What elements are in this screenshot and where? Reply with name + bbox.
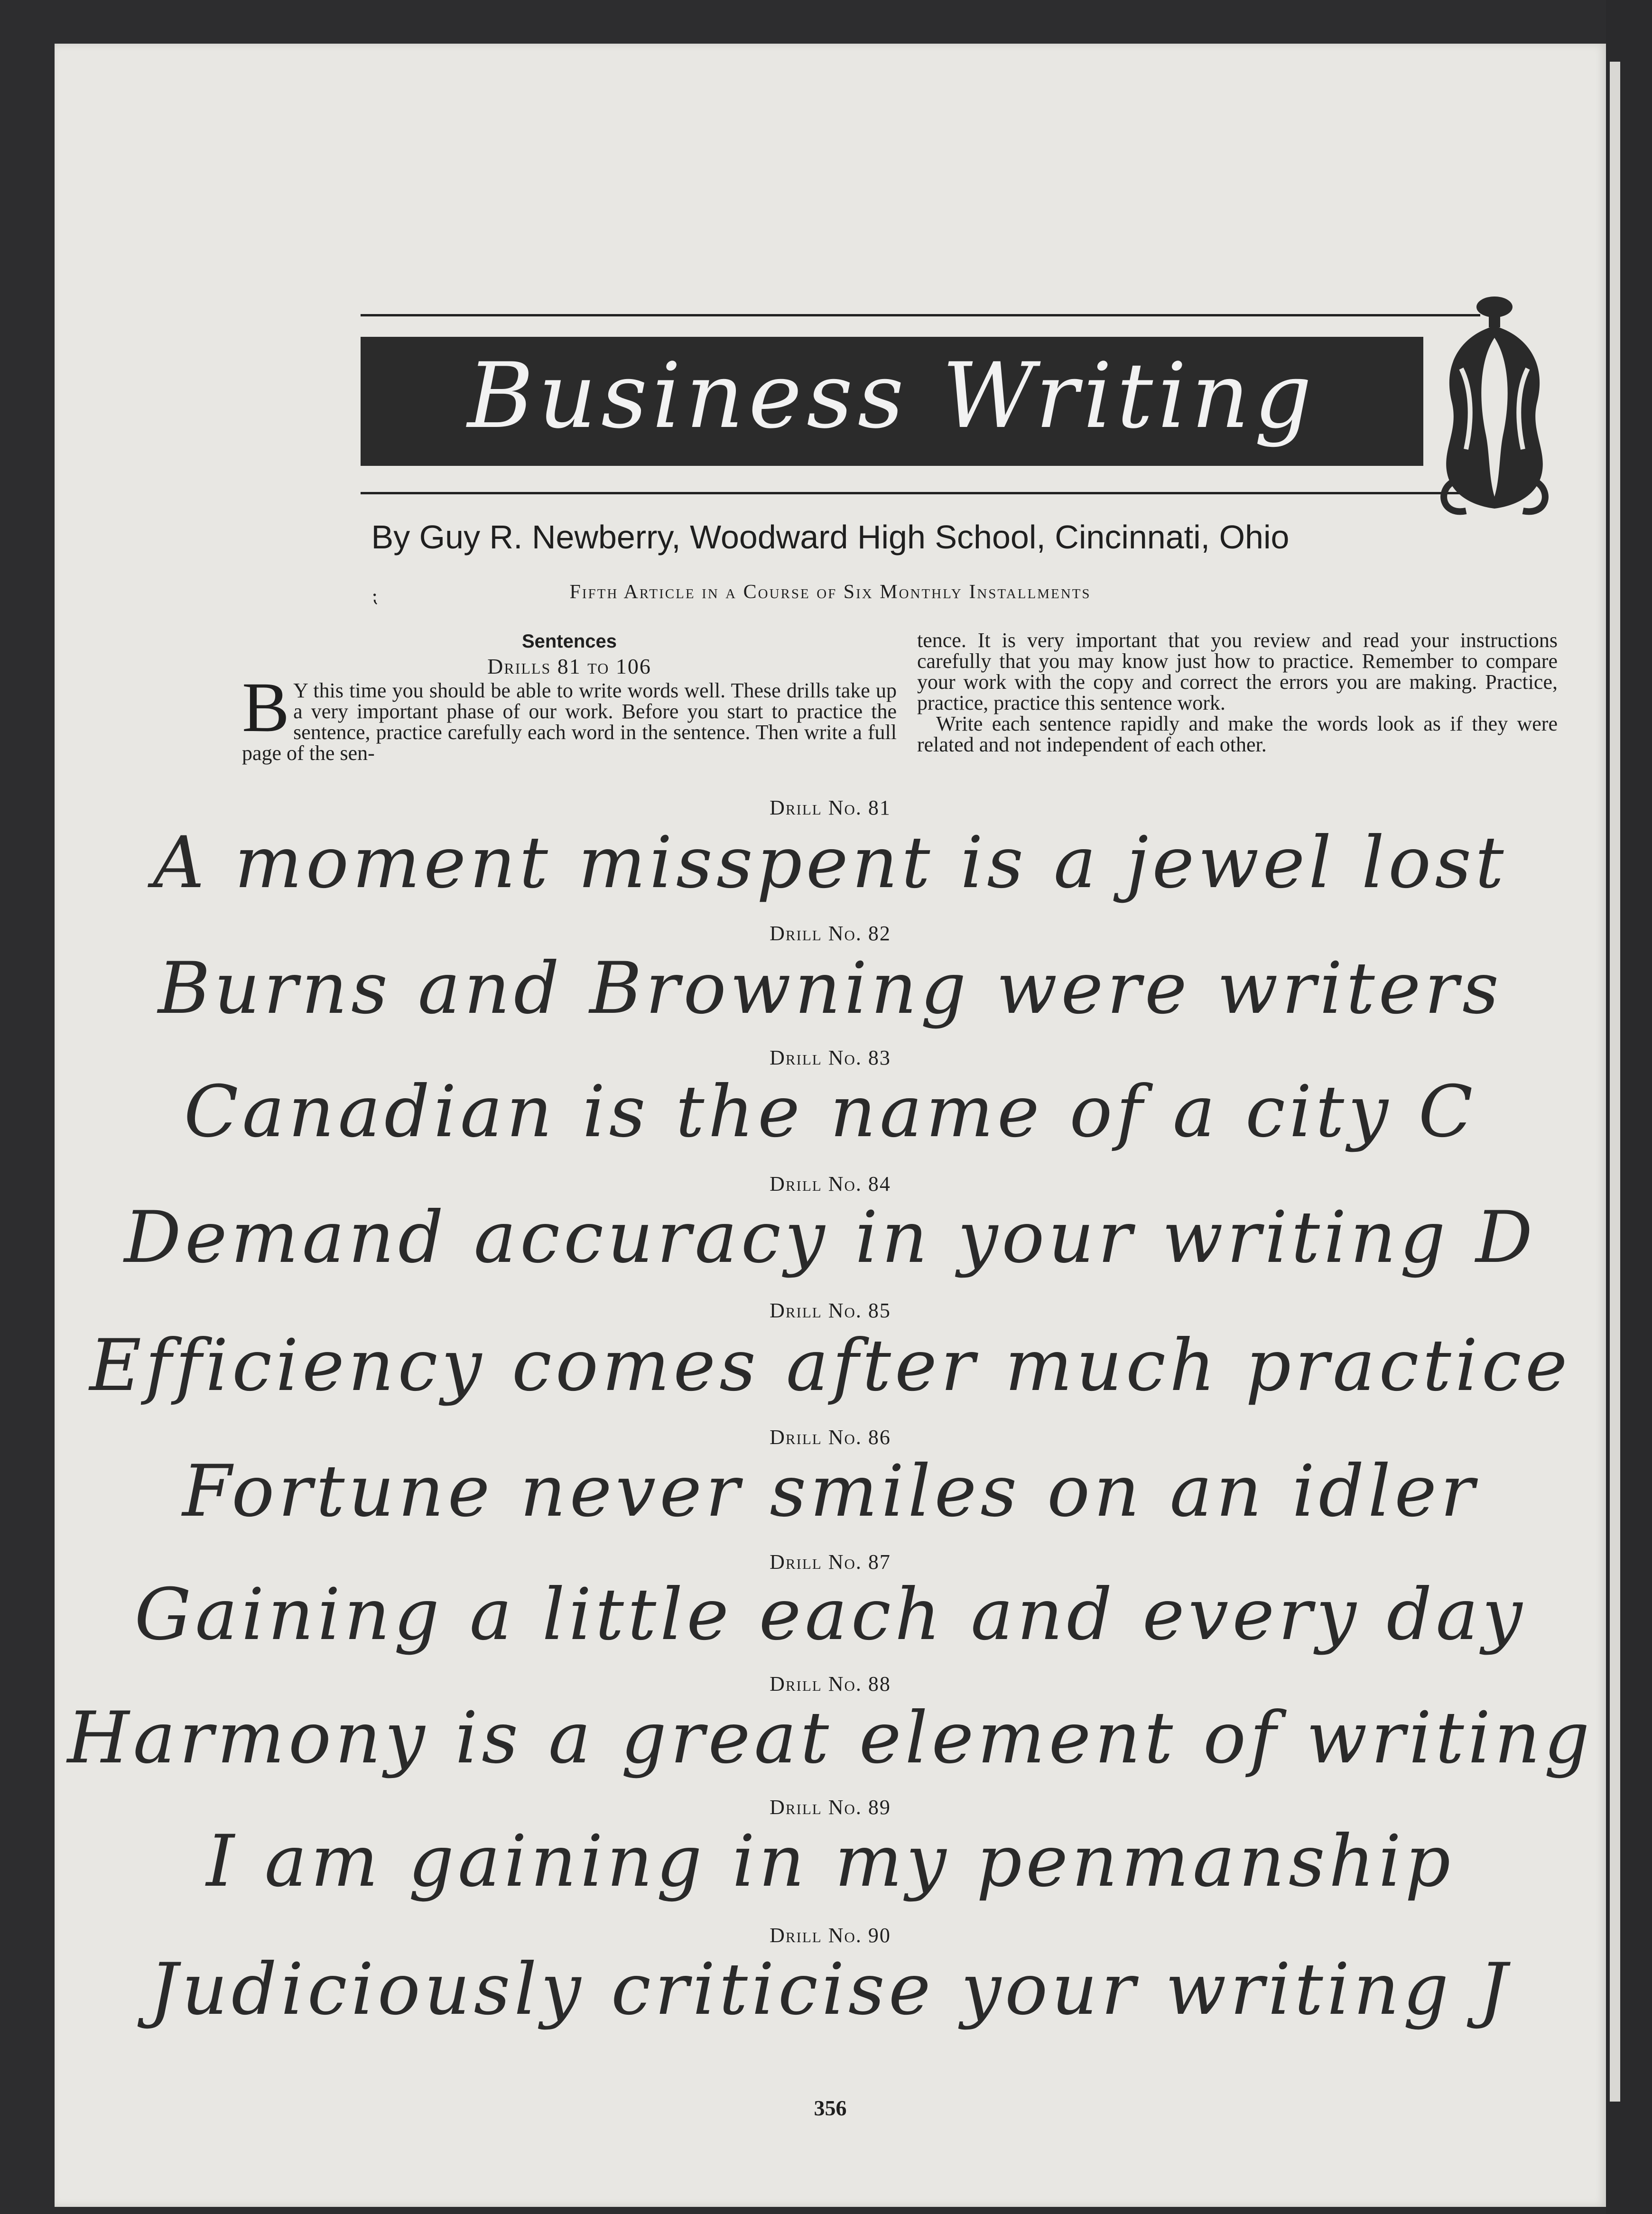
- drill-label: Drill No. 90: [770, 1924, 891, 1947]
- drill-script: A moment misspent is a jewel lost: [153, 822, 1508, 904]
- book-binding-edge: [1606, 0, 1652, 2214]
- drill-label: Drill No. 88: [770, 1672, 891, 1695]
- drill-label: Drill No. 87: [770, 1550, 891, 1574]
- intro-right-column: [917, 630, 1558, 755]
- section-heading: Sentences: [521, 631, 617, 652]
- facing-page-edge: [1610, 62, 1620, 2102]
- drop-cap: B: [242, 668, 290, 747]
- drill-script: Demand accuracy in your writing D: [124, 1196, 1537, 1279]
- drills-range: Drills 81 to 106: [487, 654, 651, 678]
- intro-right-paragraph-1: tence. It is very important that you review and read your instructions carefully that you may know just how to practice. Remember to compare your work with the copy and correct the errors you are making. Practice, practice, practice this sentence work.: [917, 629, 1558, 714]
- drill-label: Drill No. 84: [770, 1172, 891, 1195]
- title-banner: [361, 314, 1480, 490]
- drill-label: Drill No. 89: [770, 1796, 891, 1819]
- drill-script: I am gaining in my penmanship: [206, 1820, 1455, 1903]
- drill-label: Drill No. 83: [770, 1046, 891, 1069]
- magazine-page: [55, 44, 1606, 2207]
- print-speck: ⁏: [371, 585, 378, 606]
- intro-paragraph: [242, 668, 897, 765]
- drill-script: Burns and Browning were writers: [158, 947, 1503, 1030]
- drill-label: Drill No. 86: [770, 1426, 891, 1449]
- drill-script: Canadian is the name of a city C: [184, 1071, 1477, 1153]
- drill-label: Drill No. 82: [770, 922, 891, 945]
- intro-right-paragraph-2: Write each sentence rapidly and make the words look as if they were related and not independent of each other.: [917, 712, 1558, 756]
- drill-script: Judiciously criticise your writing J: [149, 1948, 1512, 2031]
- drill-script: Fortune never smiles on an idler: [182, 1450, 1478, 1533]
- banner-title-art: [361, 337, 1423, 466]
- drill-label: Drill No. 85: [770, 1299, 891, 1322]
- drill-script: Efficiency comes after much practice: [89, 1325, 1571, 1407]
- drill-script: Harmony is a great element of writing: [67, 1697, 1594, 1779]
- page-number: 356: [814, 2096, 847, 2120]
- byline: By Guy R. Newberry, Woodward High School, Cincinnati, Ohio: [371, 519, 1290, 556]
- banner-title: Business Writing: [467, 343, 1317, 448]
- art-nouveau-ornament: [1433, 293, 1556, 518]
- drill-script: Gaining a little each and every day: [134, 1574, 1526, 1656]
- intro-left-column: [242, 630, 897, 764]
- drill-label: Drill No. 81: [770, 796, 891, 819]
- intro-left-text: Y this time you should be able to write words well. These drills take up a very important phase of our work. Before you start to practice the sentence, practice carefully each word in the sentence. Then write a full page of the sen-: [242, 679, 897, 765]
- article-subtitle: Fifth Article in a Course of Six Monthly Installments: [569, 581, 1091, 603]
